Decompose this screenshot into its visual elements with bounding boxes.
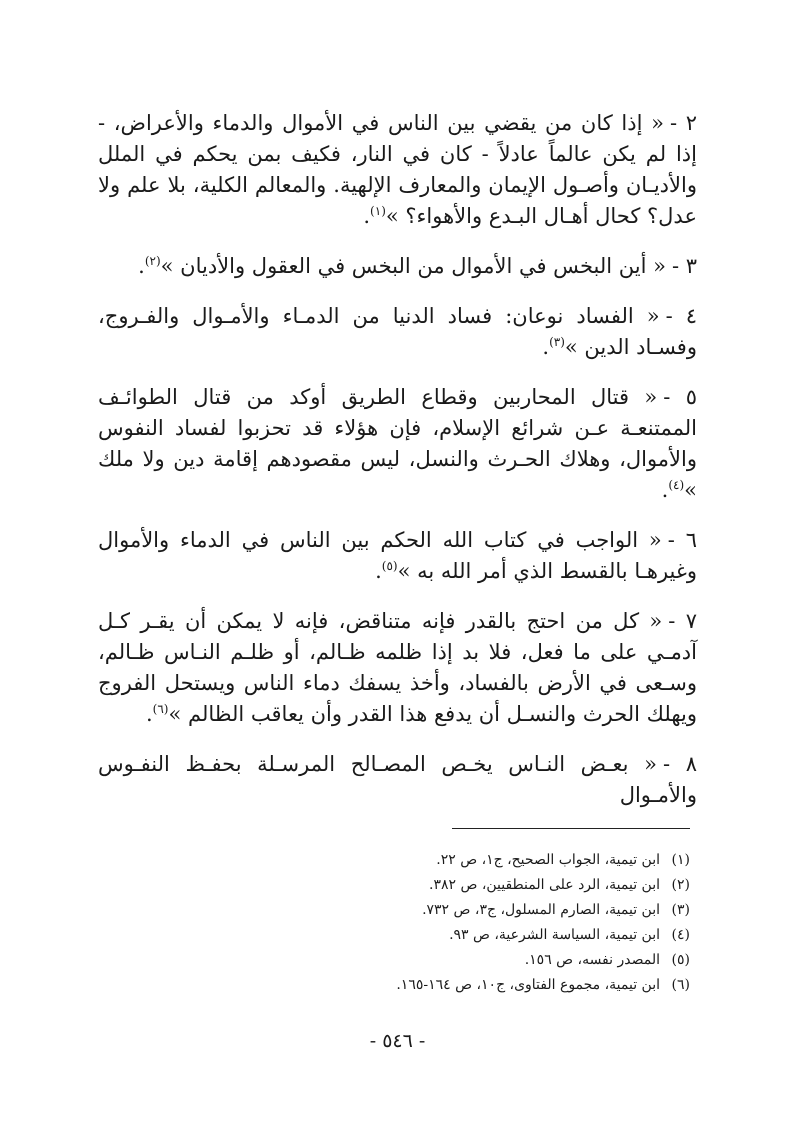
footnote-4: (٤)ابن تيمية، السياسة الشرعية، ص ٩٣. — [449, 927, 690, 943]
footnote-ref: (٥) — [381, 559, 398, 573]
footnote-ref: (٦) — [152, 702, 169, 716]
footnote-6: (٦)ابن تيمية، مجموع الفتاوى، ج١٠، ص ١٦٤-١٦٥. — [396, 977, 690, 993]
paragraph-2: ٢ -« إذا كان من يقضي بين الناس في الأموال والدماء والأعراض، - إذا لم يكن عالماً عادلاً - كان في النار، فكيف بمن يحكم في الملل والأديـان وأصـول الإيمان والمعارف الإلهية. والمعالم الكلية، بلا علم ولا عدل؟ كحال أهـال البـدع والأهواء؟ »$^{(١)}$. — [98, 111, 697, 228]
footnote-ref: (٣) — [549, 335, 565, 349]
footnote-ref: (٢) — [144, 254, 161, 268]
main-text — [98, 108, 697, 830]
paragraph-4: ٤ -« الفساد نوعان: فساد الدنيا من الدمـاء والأمـوال والفـروج، وفسـاد الدين »$^{(٣)}$. — [98, 304, 697, 359]
footnote-ref: (١) — [370, 204, 386, 218]
footnotes — [98, 848, 690, 998]
paragraph-8: ٨ -« بعـض النـاس يخـص المصـالح المرسـلة بحفـظ النفـوس والأمـوال — [98, 752, 697, 807]
footnote-3: (٣)ابن تيمية، الصارم المسلول، ج٣، ص ٧٣٢. — [422, 902, 690, 918]
paragraph-3: ٣ -« أين البخس في الأموال من البخس في العقول والأديان »$^{(٢)}$. — [138, 254, 697, 278]
footnote-ref: (٤) — [668, 478, 685, 492]
paragraph-5: ٥ -« قتال المحاربين وقطاع الطريق أوكد من قتال الطوائـف الممتنعـة عـن شرائع الإسلام، فإن هؤلاء قد تحزبوا لفساد النفوس والأموال، وهلاك الحـرث والنسل، ليس مقصودهم إقامة دين ولا ملك »$^{(٤)}$. — [98, 385, 697, 502]
paragraph-7: ٧ -« كل من احتج بالقدر فإنه متناقض، فإنه لا يمكن أن يقـر كـل آدمـي على ما فعل، فلا بد إذا ظلمه ظـالم، أو ظلـم النـاس ظـالم، وسـعى في الأرض بالفساد، وأخذ يسفك دماء الناس ويستحل الفروج ويهلك الحرث والنسـل أن يدفع هذا القدر وأن يعاقب الظالم »$^{(٦)}$. — [98, 609, 697, 726]
footnote-5: (٥)المصدر نفسه، ص ١٥٦. — [524, 952, 690, 968]
footnote-2: (٢)ابن تيمية، الرد على المنطقيين، ص ٣٨٢. — [429, 877, 690, 893]
page-number: - ٥٤٦ - — [369, 1030, 426, 1052]
footnote-divider — [452, 828, 690, 829]
footnote-1: (١)ابن تيمية، الجواب الصحيح، ج١، ص ٢٢. — [436, 852, 690, 868]
paragraph-6: ٦ -« الواجب في كتاب الله الحكم بين الناس في الدماء والأموال وغيرهـا بالقسط الذي أمر الله به »$^{(٥)}$. — [98, 528, 697, 583]
